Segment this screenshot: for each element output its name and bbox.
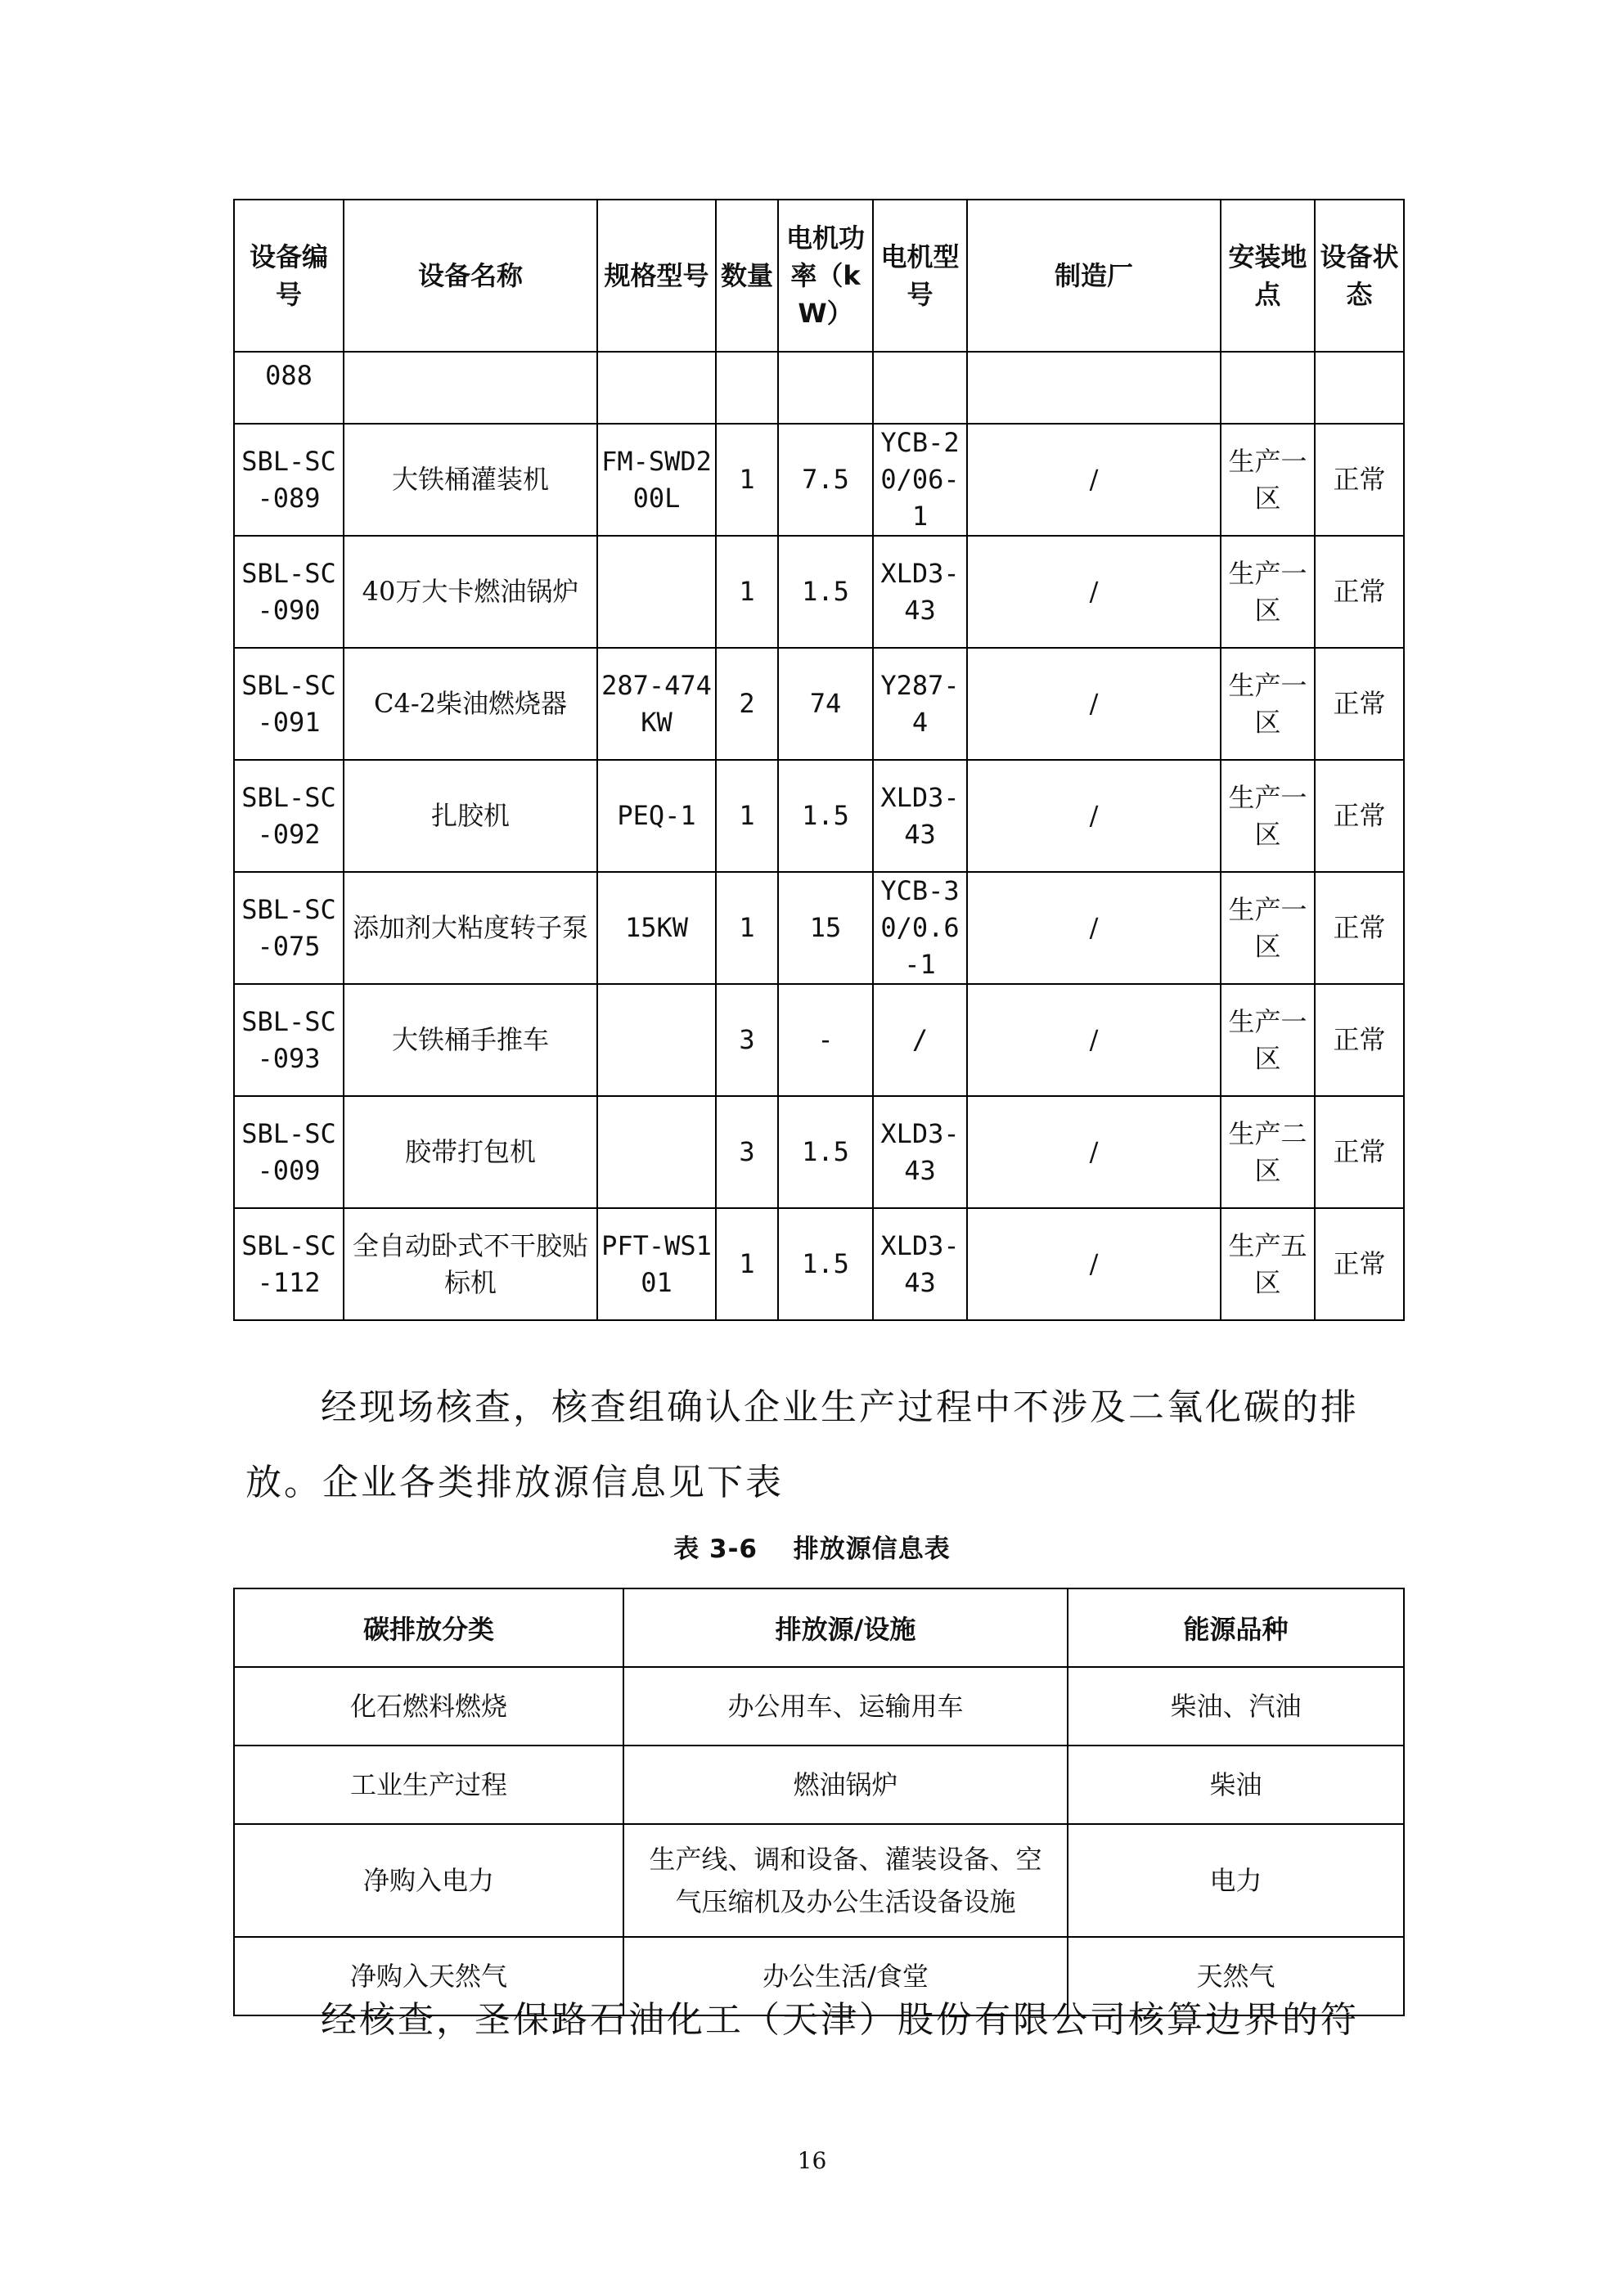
device-id-cell: SBL-SC-112 xyxy=(234,1208,344,1320)
device-name-cell: 扎胶机 xyxy=(344,760,597,872)
status-cell: 正常 xyxy=(1315,424,1404,536)
power-cell: 15 xyxy=(778,872,873,984)
manufacturer-cell: / xyxy=(967,872,1221,984)
spec-cell: PEQ-1 xyxy=(597,760,716,872)
category-cell: 化石燃料燃烧 xyxy=(234,1667,623,1746)
motor-model-cell: / xyxy=(873,984,967,1096)
quantity-cell: 1 xyxy=(716,424,778,536)
motor-model-cell: Y287-4 xyxy=(873,648,967,760)
header-cell: 设备编号 xyxy=(234,200,344,352)
device-name-cell: C4-2柴油燃烧器 xyxy=(344,648,597,760)
status-cell: 正常 xyxy=(1315,1096,1404,1208)
table-row xyxy=(234,1746,1404,1824)
status-cell: 正常 xyxy=(1315,872,1404,984)
motor-model-cell: XLD3-43 xyxy=(873,1096,967,1208)
motor-model-cell: XLD3-43 xyxy=(873,536,967,648)
header-cell: 规格型号 xyxy=(597,200,716,352)
location-cell: 生产一区 xyxy=(1221,984,1315,1096)
table-row xyxy=(234,872,1404,984)
spec-cell xyxy=(597,1096,716,1208)
table-header-row xyxy=(234,1588,1404,1667)
device-name-cell: 全自动卧式不干胶贴标机 xyxy=(344,1208,597,1320)
table-row xyxy=(234,536,1404,648)
page-number: 16 xyxy=(797,2147,827,2174)
table-row xyxy=(234,352,1404,424)
header-cell: 制造厂 xyxy=(967,200,1221,352)
device-id-cell: 088 xyxy=(234,352,344,424)
spec-cell xyxy=(597,984,716,1096)
table-row xyxy=(234,1096,1404,1208)
location-cell: 生产一区 xyxy=(1221,424,1315,536)
header-cell: 设备名称 xyxy=(344,200,597,352)
energy-cell: 电力 xyxy=(1068,1824,1404,1937)
location-cell: 生产二区 xyxy=(1221,1096,1315,1208)
motor-model-cell: XLD3-43 xyxy=(873,1208,967,1320)
energy-cell: 天然气 xyxy=(1068,1937,1404,2015)
header-cell: 能源品种 xyxy=(1068,1588,1404,1667)
power-cell: 1.5 xyxy=(778,1096,873,1208)
table-row xyxy=(234,1667,1404,1746)
source-cell: 办公生活/食堂 xyxy=(623,1937,1068,2015)
energy-cell: 柴油、汽油 xyxy=(1068,1667,1404,1746)
device-id-cell: SBL-SC-092 xyxy=(234,760,344,872)
table-row xyxy=(234,424,1404,536)
quantity-cell: 1 xyxy=(716,760,778,872)
device-id-cell: SBL-SC-090 xyxy=(234,536,344,648)
power-cell: - xyxy=(778,984,873,1096)
table-caption: 表 3-6 排放源信息表 xyxy=(673,1534,951,1564)
header-cell: 电机功率（kW） xyxy=(778,200,873,352)
quantity-cell: 2 xyxy=(716,648,778,760)
manufacturer-cell: / xyxy=(967,1208,1221,1320)
status-cell: 正常 xyxy=(1315,984,1404,1096)
status-cell: 正常 xyxy=(1315,760,1404,872)
power-cell: 1.5 xyxy=(778,1208,873,1320)
energy-cell: 柴油 xyxy=(1068,1746,1404,1824)
quantity-cell: 1 xyxy=(716,536,778,648)
category-cell: 净购入天然气 xyxy=(234,1937,623,2015)
header-cell: 碳排放分类 xyxy=(234,1588,623,1667)
header-cell: 安装地点 xyxy=(1221,200,1315,352)
motor-model-cell: XLD3-43 xyxy=(873,760,967,872)
category-cell: 净购入电力 xyxy=(234,1824,623,1937)
header-cell: 排放源/设施 xyxy=(623,1588,1068,1667)
power-cell: 1.5 xyxy=(778,536,873,648)
manufacturer-cell: / xyxy=(967,424,1221,536)
manufacturer-cell: / xyxy=(967,1096,1221,1208)
quantity-cell: 3 xyxy=(716,1096,778,1208)
quantity-cell: 1 xyxy=(716,872,778,984)
equipment-table xyxy=(233,199,1405,1321)
manufacturer-cell: / xyxy=(967,760,1221,872)
manufacturer-cell: / xyxy=(967,984,1221,1096)
motor-model-cell: YCB-20/06-1 xyxy=(873,424,967,536)
table-row xyxy=(234,760,1404,872)
source-cell: 生产线、调和设备、灌装设备、空气压缩机及办公生活设备设施 xyxy=(623,1824,1068,1937)
device-name-cell: 胶带打包机 xyxy=(344,1096,597,1208)
power-cell: 74 xyxy=(778,648,873,760)
location-cell: 生产一区 xyxy=(1221,872,1315,984)
table-header-row xyxy=(234,200,1404,352)
header-cell: 电机型号 xyxy=(873,200,967,352)
table-row xyxy=(234,1208,1404,1320)
motor-model-cell: YCB-30/0.6-1 xyxy=(873,872,967,984)
quantity-cell: 3 xyxy=(716,984,778,1096)
status-cell: 正常 xyxy=(1315,1208,1404,1320)
device-name-cell: 大铁桶灌装机 xyxy=(344,424,597,536)
manufacturer-cell: / xyxy=(967,648,1221,760)
spec-cell: PFT-WS101 xyxy=(597,1208,716,1320)
table-row xyxy=(234,648,1404,760)
category-cell: 工业生产过程 xyxy=(234,1746,623,1824)
location-cell: 生产一区 xyxy=(1221,760,1315,872)
source-cell: 燃油锅炉 xyxy=(623,1746,1068,1824)
device-id-cell: SBL-SC-091 xyxy=(234,648,344,760)
spec-cell: 15KW xyxy=(597,872,716,984)
manufacturer-cell: / xyxy=(967,536,1221,648)
device-id-cell: SBL-SC-093 xyxy=(234,984,344,1096)
spec-cell: 287-474KW xyxy=(597,648,716,760)
device-id-cell: SBL-SC-089 xyxy=(234,424,344,536)
source-cell: 办公用车、运输用车 xyxy=(623,1667,1068,1746)
status-cell: 正常 xyxy=(1315,648,1404,760)
device-name-cell: 添加剂大粘度转子泵 xyxy=(344,872,597,984)
power-cell: 1.5 xyxy=(778,760,873,872)
spec-cell xyxy=(597,536,716,648)
location-cell: 生产一区 xyxy=(1221,536,1315,648)
device-id-cell: SBL-SC-075 xyxy=(234,872,344,984)
table-row xyxy=(234,984,1404,1096)
device-name-cell: 40万大卡燃油锅炉 xyxy=(344,536,597,648)
device-id-cell: SBL-SC-009 xyxy=(234,1096,344,1208)
location-cell: 生产五区 xyxy=(1221,1208,1315,1320)
body-paragraph: 经核查，圣保路石油化工（天津）股份有限公司核算边界的符 xyxy=(321,1999,1359,2041)
device-name-cell: 大铁桶手推车 xyxy=(344,984,597,1096)
table-row xyxy=(234,1824,1404,1937)
emission-source-table xyxy=(233,1588,1405,2016)
power-cell: 7.5 xyxy=(778,424,873,536)
header-cell: 数量 xyxy=(716,200,778,352)
status-cell: 正常 xyxy=(1315,536,1404,648)
location-cell: 生产一区 xyxy=(1221,648,1315,760)
spec-cell: FM-SWD200L xyxy=(597,424,716,536)
quantity-cell: 1 xyxy=(716,1208,778,1320)
header-cell: 设备状态 xyxy=(1315,200,1404,352)
body-paragraph: 经现场核查，核查组确认企业生产过程中不涉及二氧化碳的排放。企业各类排放源信息见下表 xyxy=(245,1386,1359,1503)
